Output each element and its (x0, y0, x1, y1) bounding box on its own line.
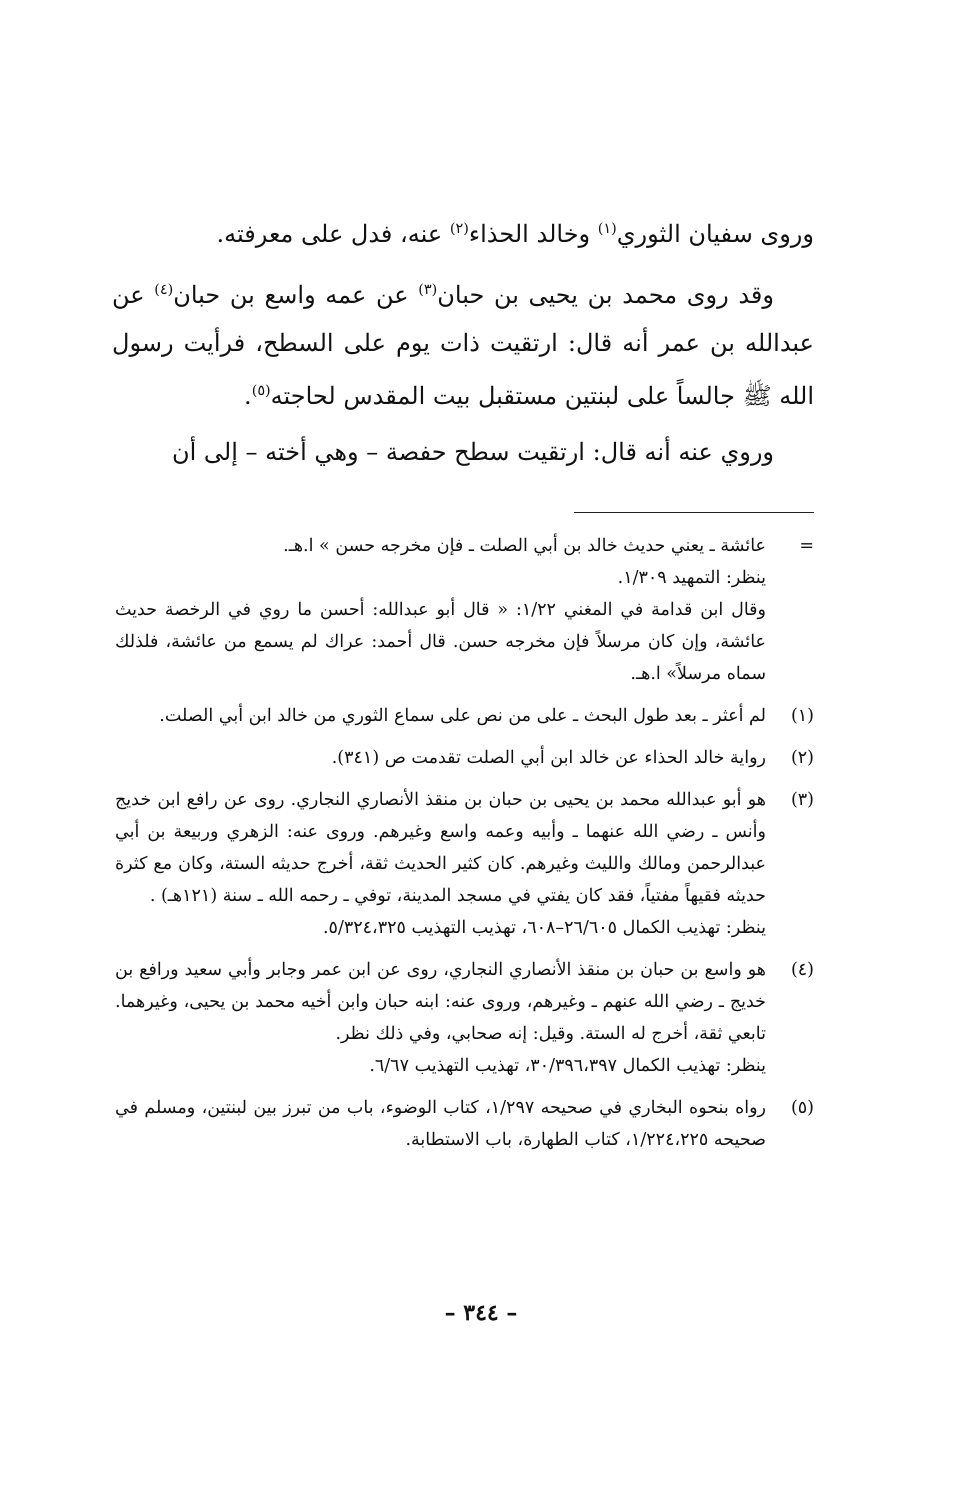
footnote-line: رواه بنحوه البخاري في صحيحه ١/٢٩٧، كتاب الوضوء، باب من تبرز بين لبنتين، ومسلم في صحيحه ١/٢٢٤،٢٢٥، كتاب الطهارة، باب الاستطابة. (115, 1098, 766, 1150)
footnote-line: ينظر: تهذيب الكمال ٣٠/٣٩٦،٣٩٧، تهذيب التهذيب ٦/٦٧. (369, 1056, 766, 1076)
footnote-body (115, 742, 766, 774)
footnote-divider (574, 512, 814, 513)
footnote-line: هو واسع بن حبان بن منقذ الأنصاري النجاري، روى عن ابن عمر وجابر وأبي سعيد ورافع بن خديج ـ رضي الله عنهم ـ وغيرهم، وروى عنه: ابنه حبان وابن أخيه محمد بن يحيى، وغيرهما. تابعي ثقة، أخرج له الستة. وقيل: إنه صحابي، وفي ذلك نظر. (115, 960, 766, 1044)
footnote (115, 742, 814, 774)
footnote-reference[interactable]: (٤) (154, 282, 174, 298)
footnote (115, 1092, 814, 1156)
footnote-line: هو أبو عبدالله محمد بن يحيى بن حبان بن منقذ الأنصاري النجاري. روى عن رافع ابن خديج وأنس ـ رضي الله عنهما ـ وأبيه وعمه واسع وغيرهم. وروى عنه: الزهري وربيعة بن أبي عبدالرحمن ومالك والليث وغيرهم. كان كثير الحديث ثقة، أخرج حديثه الستة، وكان مع كثرة حديثه فقيهاً مفتياً، فقد كان يفتي في مسجد المدينة، توفي ـ رحمه الله ـ سنة (١٢١هـ) . (115, 790, 766, 906)
paragraph-3 (112, 428, 814, 476)
footnote-reference[interactable]: (٢) (449, 221, 469, 237)
footnote-marker: (١) (790, 706, 814, 726)
paragraph-text: عن عمه واسع بن حبان (173, 281, 419, 309)
footnote-body (115, 530, 766, 690)
paragraph-text: عنه، فدل على معرفته. (216, 220, 450, 248)
paragraph-text: . (244, 382, 252, 410)
footnote-body (115, 700, 766, 732)
paragraph-text: وخالد الحذاء (468, 220, 598, 248)
paragraph-1 (112, 205, 814, 258)
footnote-body (115, 784, 766, 944)
footnote-reference[interactable]: (١) (597, 221, 617, 237)
footnote (115, 954, 814, 1082)
paragraph-text: وروى سفيان الثوري (616, 220, 814, 248)
footnote-line: ينظر: التمهيد ١/٣٠٩. (617, 568, 766, 588)
footnote-marker: (٤) (790, 960, 814, 980)
footnote-line: عائشة ـ يعني حديث خالد بن أبي الصلت ـ فإن مخرجه حسن » ا.هـ. (283, 536, 766, 556)
footnote-marker: (٣) (790, 790, 814, 810)
footnote-marker: (٥) (790, 1098, 814, 1118)
page-number: – ٣٤٤ – (444, 1300, 518, 1326)
paragraph-2 (112, 266, 814, 420)
footnote-reference[interactable]: (٥) (251, 383, 271, 399)
footnote (115, 530, 814, 690)
footnote-body (115, 954, 766, 1082)
footnote-line: لم أعثر ـ بعد طول البحث ـ على من نص على سماع الثوري من خالد ابن أبي الصلت. (159, 706, 766, 726)
footnote-line: وقال ابن قدامة في المغني ١/٢٢: « قال أبو عبدالله: أحسن ما روي في الرخصة حديث عائشة، وإن كان مرسلاً فإن مخرجه حسن. قال أحمد: عراك لم يسمع من عائشة، فلذلك سماه مرسلاً» ا.هـ. (115, 600, 766, 684)
footnote-body (115, 1092, 766, 1156)
footnotes-section (115, 530, 814, 1166)
footnote-line: ينظر: تهذيب الكمال ٢٦/٦٠٥–٦٠٨، تهذيب التهذيب ٥/٣٢٤،٣٢٥. (322, 918, 766, 938)
footnote-line: رواية خالد الحذاء عن خالد ابن أبي الصلت تقدمت ص (٣٤١). (331, 748, 766, 768)
footnote-marker: (٢) (790, 748, 814, 768)
footnote-reference[interactable]: (٣) (418, 282, 438, 298)
footnote (115, 784, 814, 944)
paragraph-text: عن عبدالله بن عمر أنه قال: ارتقيت ذات يوم على السطح، فرأيت رسول الله ﷺ جالساً على لبنتين مستقبل بيت المقدس لحاجته (112, 281, 814, 410)
paragraph-text: وقد روى محمد بن يحيى بن حبان (437, 281, 774, 309)
footnote-marker: = (799, 536, 814, 556)
paragraph-text: وروي عنه أنه قال: ارتقيت سطح حفصة – وهي أخته – إلى أن (171, 438, 774, 466)
main-text-body (112, 205, 814, 484)
footnote (115, 700, 814, 732)
